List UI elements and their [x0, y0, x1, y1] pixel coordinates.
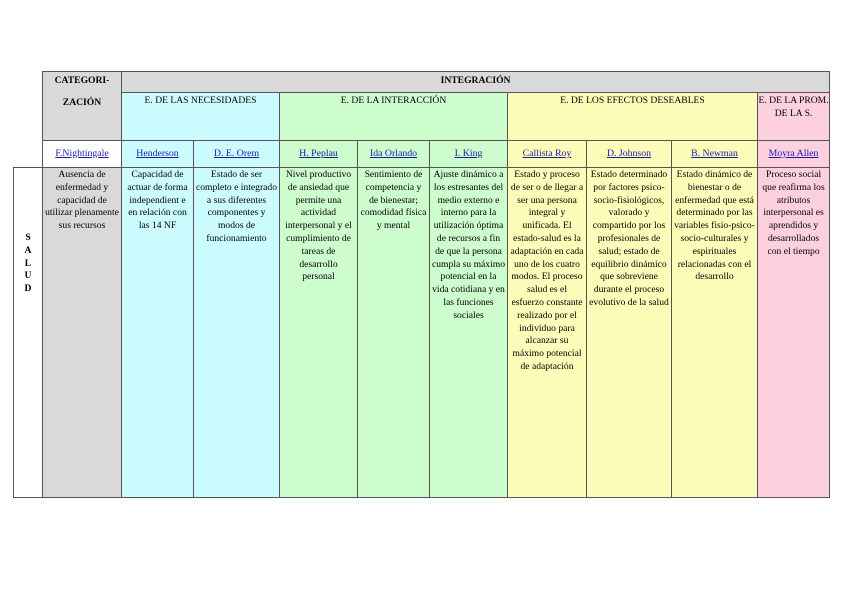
- theories-health-table: [13, 71, 830, 498]
- author-link[interactable]: D. Johnson: [606, 147, 652, 159]
- author-peplau[interactable]: [280, 141, 358, 168]
- author-nightingale[interactable]: [43, 141, 122, 168]
- author-link[interactable]: D. E. Orem: [213, 147, 260, 159]
- author-link[interactable]: Callista Roy: [522, 147, 572, 159]
- integration-header: INTEGRACIÓN: [122, 72, 830, 93]
- author-king[interactable]: [430, 141, 508, 168]
- salud-orem: Estado de ser completo e integrado a sus diferentes componentes y modos de funcionamiento: [194, 168, 280, 498]
- salud-johnson: Estado determinado por factores psico-socio-fisiológicos, valorado y compartido por los profesionales de salud; estado de equilibrio dinámico que sobreviene durante el proceso evolutivo de la salud: [587, 168, 672, 498]
- salud-letter: A: [24, 244, 32, 256]
- corner-spacer-3: [14, 141, 43, 168]
- salud-king: Ajuste dinámico a los estresantes del medio externo e interno para la utilización óptima de recursos a fin de que la persona cumpla su máximo potencial en la vida cotidiana y en las funciones sociales: [430, 168, 508, 498]
- category-line-2: ZACIÓN: [62, 96, 102, 108]
- author-link[interactable]: Moyra Allen: [768, 147, 819, 159]
- corner-spacer-2: [14, 93, 43, 141]
- group-necesidades: E. DE LAS NECESIDADES: [122, 93, 280, 141]
- author-newman[interactable]: [672, 141, 758, 168]
- salud-letter: L: [24, 257, 32, 269]
- salud-newman: Estado dinámico de bienestar o de enfermedad que está determinado por las variables fisio-psico-socio-culturales y espirituales relacionadas con el desarrollo: [672, 168, 758, 498]
- group-promocion-salud: E. DE LA PROM. DE LA S.: [758, 93, 830, 141]
- author-henderson[interactable]: [122, 141, 194, 168]
- corner-spacer: [14, 72, 43, 93]
- salud-henderson: Capacidad de actuar de forma independient e en relación con las 14 NF: [122, 168, 194, 498]
- author-orem[interactable]: [194, 141, 280, 168]
- author-orlando[interactable]: [358, 141, 430, 168]
- salud-roy: Estado y proceso de ser o de llegar a ser una persona integral y unificada. El estado-salud es la adaptación en cada uno de los cuatro modos. El proceso salud es el esfuerzo constante realizado por el individuo para alcanzar su máximo potencial de adaptación: [508, 168, 587, 498]
- author-allen[interactable]: [758, 141, 830, 168]
- salud-nightingale: Ausencia de enfermedad y capacidad de utilizar plenamente sus recursos: [43, 168, 122, 498]
- author-link[interactable]: F.Nightingale: [55, 147, 109, 159]
- salud-peplau: Nivel productivo de ansiedad que permite una actividad interpersonal y el cumplimiento de tareas de desarrollo personal: [280, 168, 358, 498]
- salud-allen: Proceso social que reafirma los atributos interpersonal es aprendidos y desarrollados con el tiempo: [758, 168, 830, 498]
- salud-letter: U: [24, 270, 32, 282]
- salud-orlando: Sentimiento de competencia y de bienestar; comodidad física y mental: [358, 168, 430, 498]
- salud-letter: D: [24, 283, 32, 295]
- salud-letter: S: [25, 232, 31, 243]
- salud-row-label: [14, 168, 43, 498]
- author-link[interactable]: I. King: [454, 147, 483, 159]
- author-link[interactable]: Henderson: [136, 147, 179, 159]
- author-link[interactable]: Ida Orlando: [369, 147, 418, 159]
- group-interaccion: E. DE LA INTERACCIÓN: [280, 93, 508, 141]
- author-johnson[interactable]: [587, 141, 672, 168]
- category-line-1: CATEGORI-: [54, 75, 110, 86]
- author-roy[interactable]: [508, 141, 587, 168]
- category-header: [43, 72, 122, 141]
- author-link[interactable]: B. Newman: [691, 147, 738, 159]
- author-link[interactable]: H. Peplau: [299, 147, 338, 159]
- group-efectos-deseables: E. DE LOS EFECTOS DESEABLES: [508, 93, 758, 141]
